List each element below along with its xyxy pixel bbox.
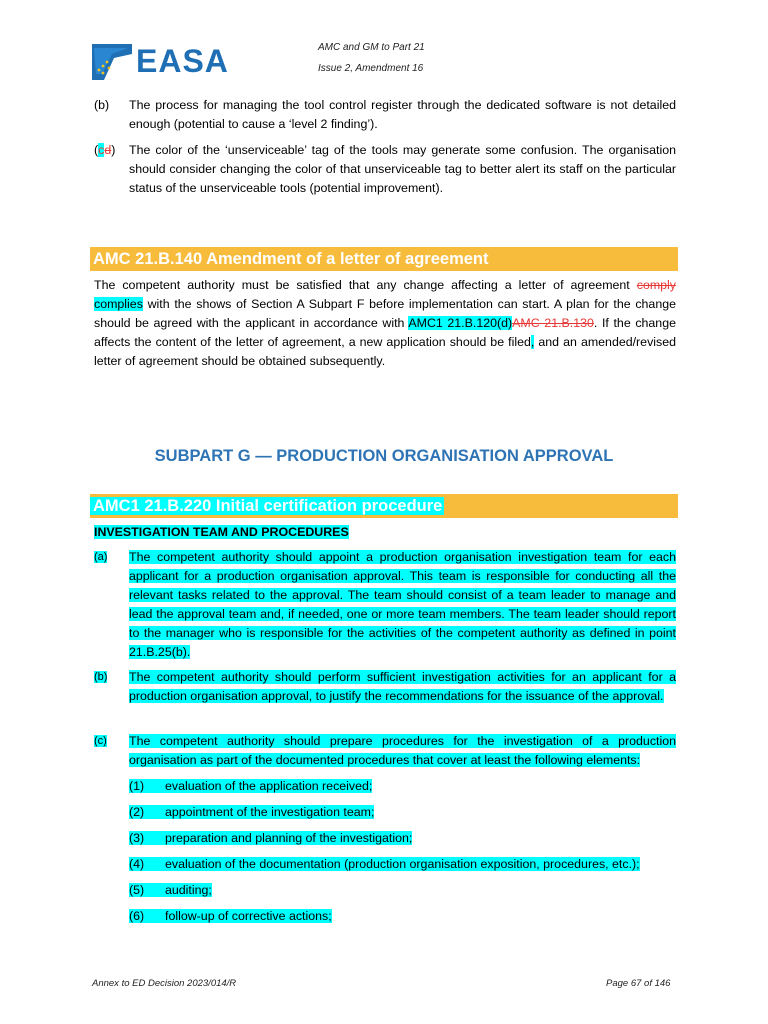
list-label-cd: (cd)	[94, 143, 116, 157]
logo-wordmark: EASA	[136, 43, 229, 79]
doc-issue: Issue 2, Amendment 16	[318, 63, 424, 74]
list-label-b: (b)	[94, 671, 108, 683]
heading-amc-21b140: AMC 21.B.140 Amendment of a letter of agreement	[90, 247, 678, 271]
heading-amc1-21b220: AMC1 21.B.220 Initial certification procedure	[90, 494, 678, 518]
easa-wing-icon	[90, 40, 134, 82]
doc-title: AMC and GM to Part 21	[318, 42, 425, 53]
list-text-b: The competent authority should perform sufficient investigation activities for an applicant for a production organisation approval, to justify the recommendations for the issuance of the approval.	[129, 670, 676, 703]
sub-item-2: (2) appointment of the investigation team;	[129, 805, 375, 819]
inserted-ref-amc1-21b120d: AMC1 21.B.120(d)	[408, 316, 513, 330]
easa-logo	[90, 40, 229, 82]
deleted-ref-amc-21b130: AMC 21.B.130	[512, 316, 594, 330]
inserted-comma: ,	[530, 335, 535, 349]
sub-item-4: (4) evaluation of the documentation (production organisation exposition, procedures, etc.);	[129, 857, 640, 871]
sub-item-6: (6) follow-up of corrective actions;	[129, 909, 332, 923]
subheading-investigation-team: INVESTIGATION TEAM AND PROCEDURES	[94, 525, 349, 539]
list-text-a: The competent authority should appoint a production organisation investigation team for each applicant for a production organisation approval. This team is responsible for conducting all the relevant tasks related to the approval. The team should consist of a team leader to manage and lead the approval team and, if needed, one or more team members. The team leader should report to the manager who is responsible for the activities of the competent authority as defined in point 21.B.25(b).	[129, 550, 676, 659]
footer-decision-ref: Annex to ED Decision 2023/014/R	[92, 978, 237, 989]
inserted-complies: complies	[94, 297, 143, 311]
footer-page-number: Page 67 of 146	[606, 978, 671, 989]
deleted-label-d: d	[104, 143, 112, 157]
sub-item-5: (5) auditing;	[129, 883, 212, 897]
list-text-b-top: The process for managing the tool control register through the dedicated software is not detailed enough (potential to cause a ‘level 2 finding’).	[129, 98, 676, 131]
deleted-comply: comply	[636, 278, 676, 292]
list-text-cd: The color of the ‘unserviceable’ tag of the tools may generate some confusion. The organisation should consider changing the color of that unserviceable tag to better alert its staff on the particular status of the unserviceable tools (potential improvement).	[129, 143, 676, 195]
list-label-b-top: (b)	[94, 98, 110, 112]
list-text-c: The competent authority should prepare procedures for the investigation of a production organisation as part of the documented procedures that cover at least the following elements:	[129, 734, 676, 767]
subpart-g-title: SUBPART G — PRODUCTION ORGANISATION APPROVAL	[154, 447, 614, 465]
sub-item-3: (3) preparation and planning of the investigation;	[129, 831, 413, 845]
sub-item-1: (1) evaluation of the application received;	[129, 779, 373, 793]
list-label-c: (c)	[94, 735, 107, 747]
section-140-paragraph: The competent authority must be satisfied that any change affecting a letter of agreement comply complies with the shows of Section A Subpart F before implementation can start. A plan for the change should be agreed with the applicant in accordance with AMC1 21.B.120(d)AMC 21.B.130. If the change affects the content of the letter of agreement, a new application should be filed, and an amended/revised letter of agreement should be obtained subsequently.	[94, 278, 677, 368]
inserted-label-c: c	[98, 143, 105, 157]
list-label-a: (a)	[94, 551, 108, 563]
